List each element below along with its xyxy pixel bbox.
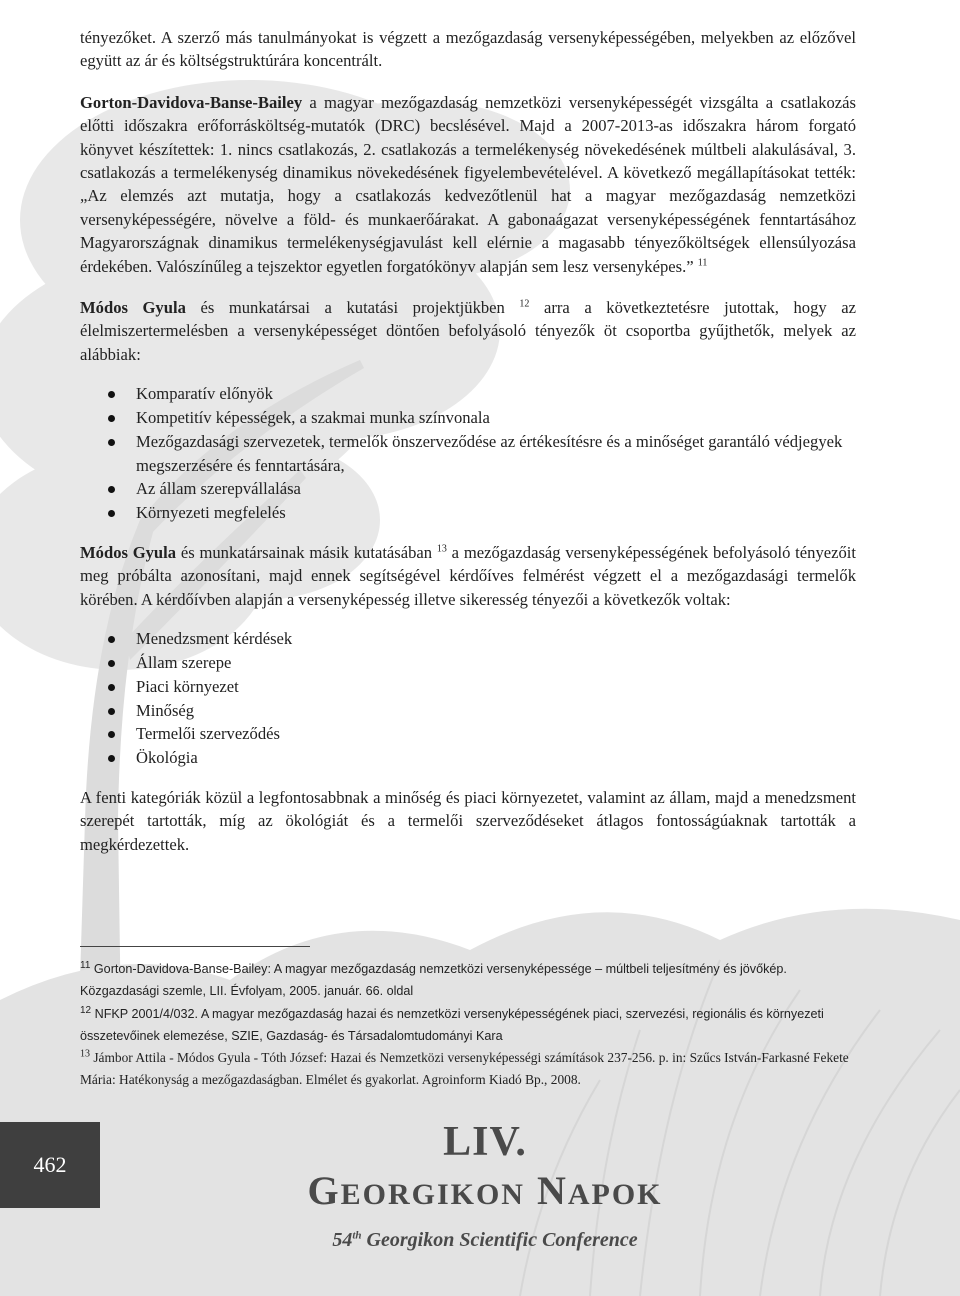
footnote-text: Jámbor Attila - Módos Gyula - Tóth József: Hazai és Nemzetközi versenyképességi számítások 237-256. p. in: Szűcs István-Farkasné Fekete Mária: Hatékonyság a mezőgazdaságban. Elmélet és gyakorlat. Agroinform Kiadó Bp., 2008. — [80, 1050, 849, 1088]
footnote-ref-13: 13 — [436, 543, 447, 555]
footnote-number: 13 — [80, 1048, 90, 1060]
footnote-11 — [80, 958, 856, 1003]
paragraph-text: és munkatársai a kutatási projektjükben — [185, 298, 520, 318]
logo-roman-numeral: LIV. — [443, 1119, 527, 1165]
paragraph-conclusion: A fenti kategóriák közül a legfontosabbnak a minőség és piaci környezetet, valamint az állam, majd a menedzsment szerepét tartották, míg az ökológiát és a termelői szerveződéseket átlagos fontosságúaknak tartották a megkérdezettek. — [80, 788, 856, 854]
list-item: Kompetitív képességek, a szakmai munka színvonala — [108, 406, 856, 430]
footnote-text: Gorton-Davidova-Banse-Bailey: A magyar mezőgazdaság nemzetközi versenyképessége – múltbeli teljesítmény és jövőkép. Közgazdasági szemle, LII. Évfolyam, 2005. január. 66. oldal — [80, 962, 787, 999]
paragraph-text: a mezőgazdaság versenyképességének befolyásoló tényezőit meg próbálta azonosítani, majd ennek segítségével kérdőíves felmérést végzett el a mezőgazdasági termelők körében. A kérdőívben alapján a versenyképesség illetve sikeresség tényezői a következők voltak: — [80, 543, 856, 609]
paragraph-modos-2 — [80, 541, 856, 611]
footnotes — [80, 958, 856, 1092]
paragraph-text: és munkatársainak másik kutatásában — [176, 543, 437, 563]
footnote-text: NFKP 2001/4/032. A magyar mezőgazdaság hazai és nemzetközi versenyképességének piaci, szervezési, regionális és környezeti összetevőinek elemezése, SZIE, Gazdaság- és Társadalomtudományi Kara — [80, 1006, 824, 1043]
paragraph-text: arra a következtetésre jutottak, hogy az élelmiszertermelésben a versenyképességet döntően befolyásoló tényezők öt csoportba gyűjthetők, melyek az alábbiak: — [80, 298, 857, 364]
list-item: Környezeti megfelelés — [108, 501, 856, 525]
footnote-separator — [80, 946, 310, 947]
logo-conference-name: GEORGIKON NAPOK — [307, 1168, 663, 1213]
paragraph-text: a magyar mezőgazdaság nemzetközi versenyképességét vizsgálta a csatlakozás előtti időszakra erőforrásköltség-mutatók (DRC) becslésével. Majd a 2007-2013-as időszakra három forgató könyvet készítettek: 1. nincs csatlakozás, 2. csatlakozás a termelékenység növekedésének múltbeli alakulásával, 3. csatlakozás a termelékenység dinamikus növekedésének figyelembevételével. A következő megállapításokat tették: „Az elemzés azt mutatja, hogy a csatlakozás kedvezőtlenül hat a magyar mezőgazdaság nemzetközi versenyképességére, növelve a föld- és munkaerőárakat. A gabonaágazat versenyképességének fenntartásához Magyarországnak dinamikus termelékenységjavulást kell elérnie a magasabb tényezőköltségek ellensúlyozása érdekében. Valószínűleg a tejszektor egyetlen forgatókönyv alapján sem lesz versenyképes.” — [80, 92, 856, 276]
author-name: Módos Gyula — [80, 543, 177, 563]
footnote-ref-12: 12 — [519, 298, 530, 310]
list-item: Minőség — [108, 699, 856, 723]
page-number: 462 — [0, 1122, 100, 1208]
footnote-ref-11: 11 — [697, 257, 708, 269]
list-item: Az állam szerepvállalása — [108, 477, 856, 501]
list-item: Mezőgazdasági szervezetek, termelők önszerveződése az értékesítésre és a minőséget garantáló védjegyek megszerzésére és fenntartására, — [108, 430, 856, 478]
paragraph-gorton — [80, 91, 856, 278]
factor-list-1 — [80, 382, 856, 525]
list-item: Piaci környezet — [108, 675, 856, 699]
footnote-12 — [80, 1003, 856, 1048]
list-item: Termelői szerveződés — [108, 722, 856, 746]
paragraph-modos-1 — [80, 296, 856, 366]
list-item: Ökológia — [108, 746, 856, 770]
footnote-number: 11 — [80, 959, 91, 971]
paragraph-intro: tényezőket. A szerző más tanulmányokat is végzett a mezőgazdaság versenyképességében, melyekben az előzővel együtt az ár és költségstruktúrára koncentrált. — [80, 28, 856, 71]
list-item: Komparatív előnyök — [108, 382, 856, 406]
list-item: Állam szerepe — [108, 651, 856, 675]
logo-subtitle: 54th Georgikon Scientific Conference — [332, 1229, 638, 1251]
conference-logo — [290, 1118, 680, 1254]
author-name: Gorton-Davidova-Banse-Bailey — [80, 92, 303, 112]
list-item: Menedzsment kérdések — [108, 627, 856, 651]
footnote-number: 12 — [80, 1004, 92, 1016]
factor-list-2 — [80, 627, 856, 770]
page-body — [80, 26, 856, 856]
author-name: Módos Gyula — [80, 298, 186, 318]
footnote-13 — [80, 1047, 856, 1092]
